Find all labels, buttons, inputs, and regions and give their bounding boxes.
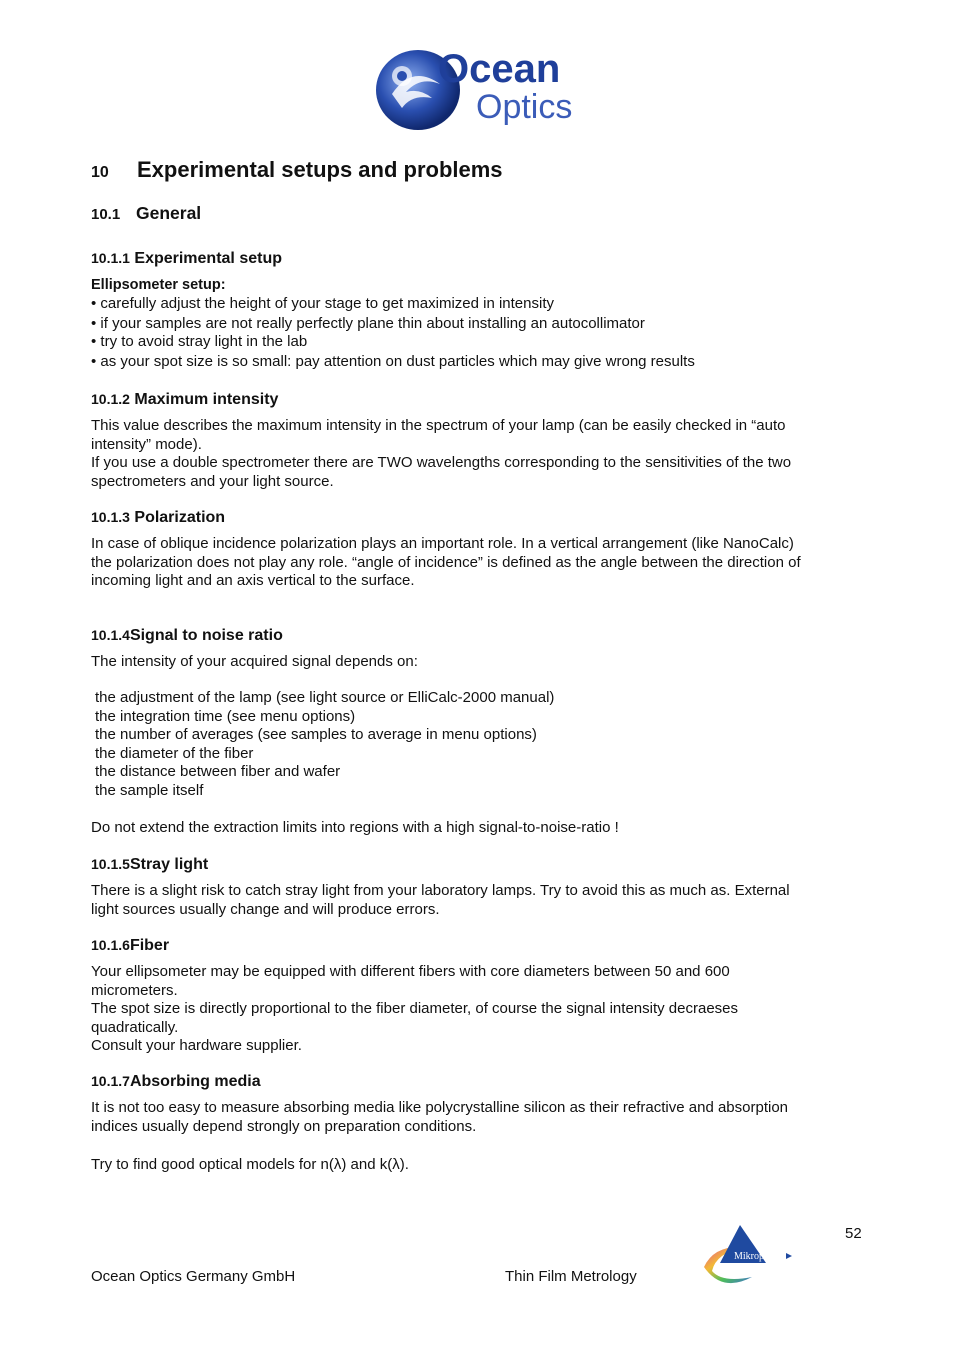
heading-number: 10.1.3 (91, 509, 130, 525)
bullet-item: • try to avoid stray light in the lab (91, 333, 308, 350)
heading-title: Experimental setup (134, 250, 282, 267)
ellipsometer-setup-label: Ellipsometer setup: (91, 277, 226, 293)
heading-number: 10.1.4 (91, 627, 130, 643)
page-number: 52 (845, 1225, 862, 1242)
heading-maximum-intensity (91, 391, 278, 409)
text-line: indices usually depend strongly on preparation conditions. (91, 1117, 477, 1135)
text-line: intensity” mode). (91, 435, 202, 453)
heading-stray-light (91, 856, 208, 874)
list-item: the adjustment of the lamp (see light source or ElliCalc-2000 manual) (95, 689, 555, 706)
text-line: There is a slight risk to catch stray light from your laboratory lamps. Try to avoid this as much as. External (91, 882, 790, 899)
heading-signal-to-noise (91, 627, 283, 645)
bullet-item: • as your spot size is so small: pay attention on dust particles which may give wrong results (91, 352, 695, 370)
paragraph-fiber (91, 963, 738, 1056)
heading-title: Polarization (134, 509, 226, 526)
text-line: micrometers. (91, 981, 178, 999)
text-line: It is not too easy to measure absorbing media like polycrystalline silicon as their refractive and absorption (91, 1099, 789, 1116)
heading-polarization (91, 509, 225, 527)
ocean-optics-logo (372, 44, 594, 132)
paragraph-maximum-intensity (91, 417, 791, 491)
text-line: In case of oblique incidence polarization plays an important role. In a vertical arrangement (like NanoCalc) (91, 535, 794, 552)
section-number: 10 (91, 164, 109, 181)
heading-number: 10.1.1 (91, 250, 130, 266)
heading-number: 10.1.6 (91, 937, 130, 953)
heading-number: 10.1.2 (91, 391, 130, 407)
text-line: Your ellipsometer may be equipped with different fibers with core diameters between 50 and 600 (91, 963, 730, 980)
section-heading (91, 157, 503, 183)
logo-text-ocean: Ocean (438, 47, 561, 91)
subsection-number: 10.1 (91, 206, 121, 223)
list-item: the diameter of the fiber (95, 744, 254, 762)
text-line: quadratically. (91, 1018, 179, 1036)
bullet-list (91, 295, 695, 371)
list-item: the integration time (see menu options) (95, 707, 356, 725)
paragraph-absorbing-media (91, 1099, 788, 1136)
list-item: the distance between fiber and wafer (95, 763, 341, 780)
text-line: light sources usually change and will produce errors. (91, 900, 440, 918)
heading-experimental-setup (91, 250, 282, 268)
text-line: the polarization does not play any role. “angle of incidence” is defined as the angle between the direction of (91, 553, 801, 571)
text-line: spectrometers and your light source. (91, 472, 334, 490)
bullet-item: • carefully adjust the height of your stage to get maximized in intensity (91, 295, 554, 312)
mikropack-text: Mikropack (734, 1251, 778, 1262)
list-item: the sample itself (95, 781, 204, 799)
text-line: Consult your hardware supplier. (91, 1037, 302, 1054)
heading-absorbing-media (91, 1073, 261, 1091)
footer-company: Ocean Optics Germany GmbH (91, 1268, 296, 1285)
paragraph-stray-light (91, 882, 790, 919)
logo-text-optics: Optics (476, 88, 573, 126)
text-line: incoming light and an axis vertical to the surface. (91, 572, 415, 589)
heading-title: Absorbing media (129, 1073, 261, 1090)
subsection-title: General (136, 203, 202, 223)
heading-title: Signal to noise ratio (129, 627, 283, 644)
list-item: the number of averages (see samples to average in menu options) (95, 726, 537, 743)
absorbing-media-final: Try to find good optical models for n(λ) and k(λ). (91, 1156, 409, 1173)
footer-doc-title: Thin Film Metrology (505, 1268, 637, 1285)
heading-title: Stray light (129, 856, 209, 873)
signal-note: Do not extend the extraction limits into regions with a high signal-to-noise-ratio ! (91, 819, 619, 836)
heading-number: 10.1.7 (91, 1073, 130, 1089)
heading-title: Fiber (129, 937, 170, 954)
heading-fiber (91, 937, 169, 955)
mikropack-logo (700, 1221, 796, 1285)
heading-number: 10.1.5 (91, 856, 130, 872)
text-line: This value describes the maximum intensity in the spectrum of your lamp (can be easily checked in “auto (91, 417, 786, 434)
heading-title: Maximum intensity (134, 391, 279, 408)
text-line: The spot size is directly proportional to the fiber diameter, of course the signal intensity decraeses (91, 1000, 738, 1017)
text-line: If you use a double spectrometer there are TWO wavelengths corresponding to the sensitivities of the two (91, 454, 792, 471)
signal-factor-list (95, 689, 554, 800)
subsection-heading (91, 203, 201, 224)
section-title: Experimental setups and problems (137, 157, 503, 182)
bullet-item: • if your samples are not really perfectly plane thin about installing an autocollimator (91, 314, 645, 332)
paragraph-polarization (91, 535, 801, 591)
signal-intro: The intensity of your acquired signal depends on: (91, 653, 418, 670)
